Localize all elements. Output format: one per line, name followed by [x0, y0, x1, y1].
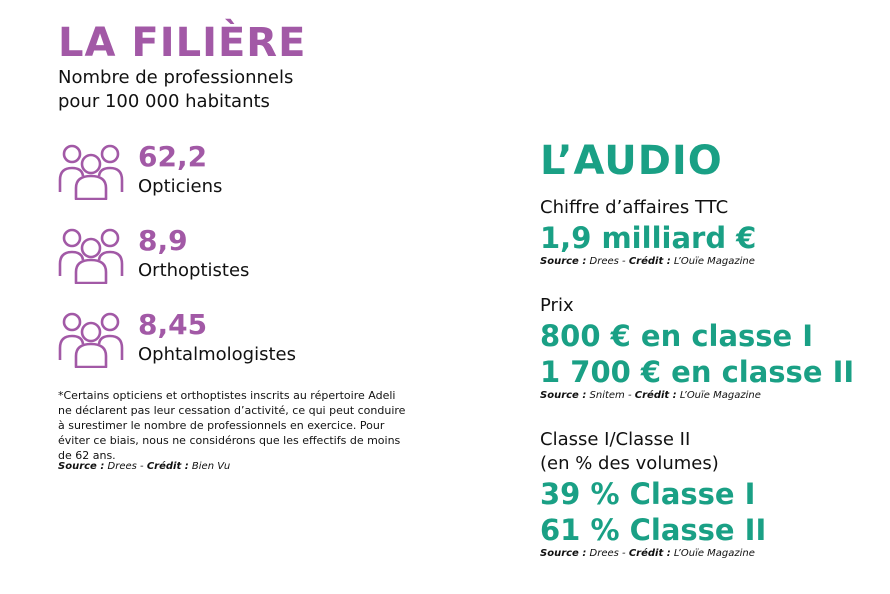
- audio-section: [540, 138, 880, 559]
- prix-source: Source : Snitem - Crédit : L’Ouïe Magazine: [540, 390, 761, 401]
- classe-block: [540, 428, 766, 559]
- people-group-icon: [58, 310, 124, 368]
- stat-opticiens: [58, 142, 418, 208]
- people-group-icon: [58, 226, 124, 284]
- stat-value: 8,9: [138, 224, 188, 257]
- stat-label: Ophtalmologistes: [138, 344, 296, 365]
- people-group-icon: [58, 142, 124, 200]
- stat-value: 62,2: [138, 140, 208, 173]
- stat-value: 8,45: [138, 308, 208, 341]
- filiere-subtitle-line1: Nombre de professionnels: [58, 67, 294, 88]
- prix-label: Prix: [540, 295, 574, 316]
- stat-orthoptistes: [58, 226, 418, 292]
- ca-source: Source : Drees - Crédit : L’Ouïe Magazine: [540, 256, 755, 267]
- prix-block: [540, 294, 854, 401]
- filiere-subtitle-line2: pour 100 000 habitants: [58, 91, 270, 112]
- prix-value-classe-2: 1 700 € en classe II: [540, 355, 855, 389]
- classe-value-2: 61 % Classe II: [540, 513, 767, 547]
- stat-label: Orthoptistes: [138, 260, 250, 281]
- filiere-footnote: *Certains opticiens et orthoptistes inscrits au répertoire Adeli ne déclarent pas leur cessation d’activité, ce qui peut conduire à surestimer le nombre de professionnels en exercice. Pour éviter ce biais, nous ne considérons que les effectifs de moins de 62 ans.: [58, 389, 406, 462]
- chiffre-affaires-block: [540, 196, 756, 267]
- ca-label: Chiffre d’affaires TTC: [540, 197, 729, 218]
- prix-value-classe-1: 800 € en classe I: [540, 319, 814, 353]
- filiere-source: Source : Drees - Crédit : Bien Vu: [58, 461, 231, 472]
- filiere-title: LA FILIÈRE: [58, 20, 307, 66]
- ca-value: 1,9 milliard €: [540, 221, 757, 255]
- audio-title: L’AUDIO: [540, 138, 723, 184]
- stat-label: Opticiens: [138, 176, 223, 197]
- classe-source: Source : Drees - Crédit : L’Ouïe Magazine: [540, 548, 755, 559]
- classe-label-2: (en % des volumes): [540, 453, 719, 474]
- classe-label-1: Classe I/Classe II: [540, 429, 691, 450]
- filiere-section: [58, 20, 428, 472]
- stat-ophtalmologistes: [58, 310, 418, 376]
- classe-value-1: 39 % Classe I: [540, 477, 756, 511]
